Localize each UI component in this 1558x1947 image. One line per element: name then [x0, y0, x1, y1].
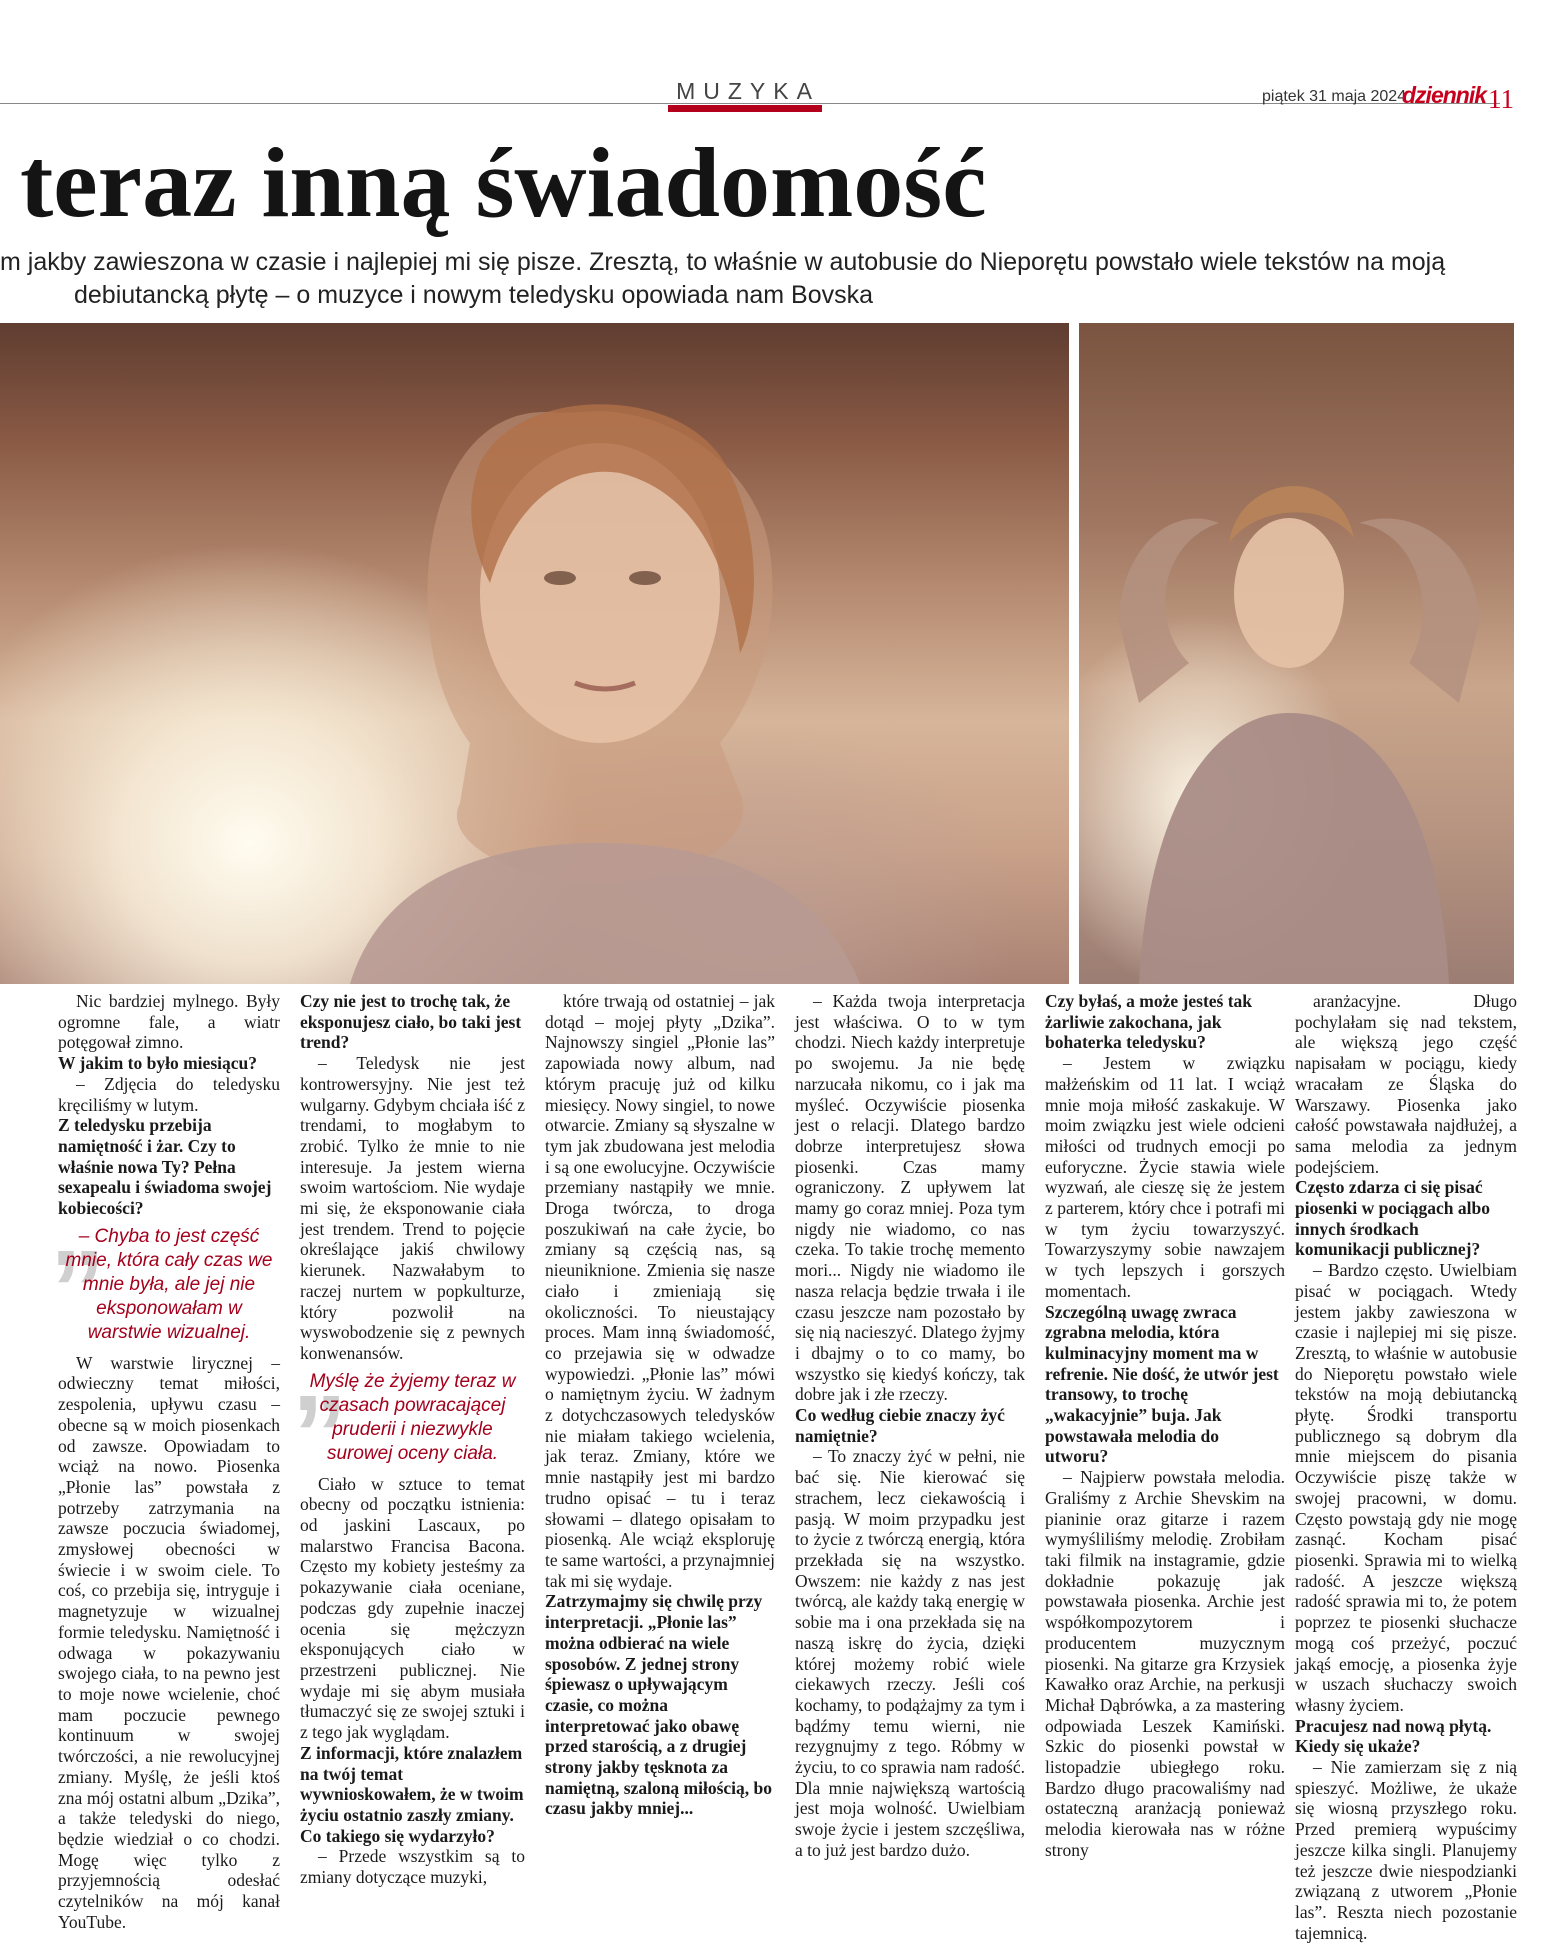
- interview-question: Czy nie jest to trochę tak, że eksponujesz ciało, bo taki jest trend?: [300, 991, 522, 1053]
- lead-line-2: debiutancką płytę – o muzyce i nowym teledysku opowiada nam Bovska: [74, 281, 874, 309]
- interview-answer: W warstwie lirycznej – odwieczny temat miłości, zespolenia, upływu czasu – obecne są w moich piosenkach od zawsze. Opowiadam to wciąż na nowo. Piosenka „Płonie las” powstała z potrzeby zatrzymania na zawsze poczucia świadomej, zmysłowej obecności w świecie i w swoim ciele. To coś, co przebija się, intryguje i magnetyzuje w wizualnej formie teledysku. Namiętność i odwaga w pokazywaniu swojego ciała, to na pewno jest to moje nowe wcielenie, choć mam poczucie pewnego kontinuum w swojej twórczości, a nie rewolucyjnej zmiany. Myślę, że jeśli ktoś zna mój ostatni album „Dzika”, a także teledyski do niego, będzie wiedział o co chodzi. Mogę więc tylko z przyjemnością odesłać czytelników na mój kanał YouTube.: [58, 1352, 280, 1932]
- interview-question: Czy byłaś, a może jesteś tak żarliwie zakochana, jak bohaterka teledysku?: [1045, 991, 1253, 1053]
- article-column-3: [545, 991, 775, 1819]
- interview-question: Z informacji, które znalazłem na twój temat wywnioskowałem, że w twoim życiu ostatnio zaszły zmiany. Co takiego się wydarzyło?: [300, 1742, 524, 1846]
- interview-answer: – Przede wszystkim są to zmiany dotyczące muzyki,: [300, 1846, 525, 1888]
- interview-question: Pracujesz nad nową płytą. Kiedy się ukaże?: [1295, 1715, 1492, 1757]
- article-column-6: [1295, 991, 1517, 1943]
- interview-answer: które trwają od ostatniej – jak dotąd – mojej płyty „Dzika”. Najnowszy singiel „Płonie las” zapowiada nowy album, nad którym pracuję już od kilku miesięcy. Nowy singiel, to nowe otwarcie. Zmiany są słyszalne w tym jak zbudowana jest melodia i są one ewolucyjne. Oczywiście przemiany nastąpiły we mnie. Droga twórcza, to droga poszukiwań na całe życie, bo zmiany są częścią nas, są nieuniknione. Zmienia się nasze ciało i zmieniają się okoliczności. To nieustający proces. Mam inną świadomość, co przejawia się w odwadze wypowiedzi. „Płonie las” mówi o namiętnym życiu. W żadnym z dotychczasowych teledysków nie miałam takiego wcielenia, jak teraz. Zmiany, które we mnie nastąpiły jest mi bardzo trudno opisać – tu i teraz słowami – dlatego opisałam to piosenką. Ale wciąż eksploruję te same wartości, a przynajmniej tak mi się wydaje.: [545, 991, 775, 1591]
- interview-answer: – Najpierw powstała melodia. Graliśmy z Archie Shevskim na pianinie oraz gitarze i razem wymyśliliśmy melodię. Zrobiłam taki filmik na instagramie, gdzie dokładnie pokazuję jak powstawała piosenka. Archie jest współkompozytorem i producentem muzycznym piosenki. Na gitarze gra Krzysiek Kawałko oraz Archie, na perkusji Michał Dąbrówka, a za mastering odpowiada Leszek Kamiński. Szkic do piosenki powstał w listopadzie ubiegłego roku. Bardzo długo pracowaliśmy nad ostateczną aranżacją ponieważ melodia kierowała nas w różne strony: [1045, 1467, 1285, 1860]
- interview-question: Co według ciebie znaczy żyć namiętnie?: [795, 1405, 1005, 1446]
- quote-mark-icon: ”: [50, 1227, 105, 1351]
- portrait-illustration-2: [1079, 323, 1514, 984]
- quote-mark-icon: ”: [292, 1372, 347, 1496]
- interview-answer: – Bardzo często. Uwielbiam pisać w pociągach. Wtedy jestem jakby zawieszona w czasie i najlepiej mi się pisze. Zresztą, to właśnie w autobusie do Nieporętu powstało wiele tekstów na moją debiutancką płytę. Środki transportu publicznego są dobrym dla mnie miejscem do pisania Oczywiście piszę także w swojej pracowni, w domu. Często powstają gdy nie mogę zasnąć. Kocham pisać piosenki. Sprawia mi to wielką radość. A jeszcze większą radość sprawia mi to, że potem poprzez te piosenki słuchacze mogą coś przeżyć, poczuć jakąś emocję, a piosenka żyje w uszach słuchaczy swoich własny życiem.: [1295, 1260, 1517, 1715]
- interview-question: W jakim to było miesiącu?: [58, 1053, 257, 1074]
- article-column-1: [50, 991, 280, 1932]
- headline: teraz inną świadomość: [20, 127, 987, 238]
- article-column-2: [292, 991, 525, 1888]
- interview-answer: – Zdjęcia do teledysku kręciliśmy w lutym.: [58, 1073, 280, 1115]
- interview-answer: – Każda twoja interpretacja jest właściwa. O to w tym chodzi. Niech każdy interpretuje po swojemu. Ja nie będę narzucała nikomu, co i jak ma myśleć. Oczywiście piosenka jest o relacji. Dlatego bardzo dobrze interpretujesz słowa piosenki. Czas mamy ograniczony. Z upływem lat mamy go coraz mniej. Poza tym nigdy nie wiadomo, co nas czeka. To takie trochę memento mori... Nigdy nie wiadomo ile nasza relacja będzie trwała i ile czasu jeszcze nam pozostało by się nią nacieszyć. Dlatego żyjmy i dbajmy o to co mamy, bo wszystko się kiedyś kończy, tak dobre jak i złe rzeczy.: [795, 991, 1025, 1405]
- lead-paragraph: [0, 246, 1500, 312]
- article-column-4: [795, 991, 1025, 1861]
- pull-quote: [292, 1370, 525, 1496]
- portrait-illustration: [0, 323, 1069, 984]
- interview-answer: Ciało w sztuce to temat obecny od początku istnienia: od jaskini Lascaux, po malarstwo Francisa Bacona. Często my kobiety jesteśmy za pokazywanie ciała oceniane, podczas gdy zupełnie inaczej ocenia się mężczyzn eksponujących ciało w przestrzeni publicznej. Nie wydaje mi się abym musiała tłumaczyć się ze swojej sztuki i z tego jak wyglądam.: [300, 1473, 525, 1743]
- main-photo: [0, 323, 1069, 984]
- interview-answer: aranżacyjne. Długo pochylałam się nad tekstem, ale większą jego część napisałam w pociągu, kiedy wracałam ze Śląska do Warszawy. Piosenka jako całość powstawała najdłużej, a sama melodia za jednym podejściem.: [1295, 991, 1517, 1177]
- secondary-photo: [1079, 323, 1514, 984]
- pull-quote-text: – Chyba to jest część mnie, która cały czas we mnie była, ale jej nie eksponowałam w warstwie wizualnej.: [65, 1225, 273, 1343]
- newspaper-logo: dziennik: [1402, 82, 1487, 108]
- interview-answer: – Teledysk nie jest kontrowersyjny. Nie jest też wulgarny. Gdybym chciała iść z trendami, to mogłabym to zrobić. Tylko że mnie to nie interesuje. Ja jestem wierna swoim wartościom. Nie wydaje mi się, że eksponowanie ciała jest trendem. Trend to pojęcie określające jakiś chwilowy kierunek. Nazwałabym to raczej nurtem w popkulturze, który pozwolił na wyswobodzenie się z pewnych konwenansów.: [300, 1053, 525, 1363]
- interview-question: Z teledysku przebija namiętność i żar. Czy to właśnie nowa Ty? Pełna sexapealu i świadoma swojej kobiecości?: [58, 1115, 272, 1219]
- section-underline: [668, 105, 822, 112]
- interview-answer: – Nie zamierzam się z nią spieszyć. Możliwe, że ukaże się wiosną przyszłego roku. Przed premierą wypuścimy jeszcze kilka singli. Planujemy też jeszcze dwie niespodzianki związaną z utworem „Płonie las”. Reszta niech pozostanie tajemnicą.: [1295, 1757, 1517, 1943]
- pull-quote-text: Myślę że żyjemy teraz w czasach powracającej pruderii i niezwykle surowej oceny ciała.: [309, 1370, 516, 1464]
- interview-answer: – Jestem w związku małżeńskim od 11 lat. I wciąż mnie moja miłość zaskakuje. W moim związku jest wiele odcieni miłości od trudnych emocji po euforyczne. Życie stawia wiele wyzwań, ale cieszę się że jestem z parterem, który chce i potrafi mi w tym życiu towarzyszyć. Towarzyszymy sobie nawzajem w tych lepszych i gorszych momentach.: [1045, 1053, 1285, 1301]
- section-label: MUZYKA: [676, 78, 820, 104]
- interview-question: Szczególną uwagę zwraca zgrabna melodia, która kulminacyjny moment ma w refrenie. Nie dość, że utwór jest transowy, to trochę „wakacyjnie” buja. Jak powstawała melodia do utworu?: [1045, 1301, 1279, 1467]
- issue-date: piątek 31 maja 2024: [1262, 88, 1407, 105]
- article-column-5: [1045, 991, 1285, 1861]
- pull-quote: [50, 1225, 280, 1351]
- interview-answer: Nic bardziej mylnego. Były ogromne fale, a wiatr potęgował zimno.: [58, 991, 280, 1053]
- interview-question: Często zdarza ci się pisać piosenki w pociągach albo innych środkach komunikacji publicznej?: [1295, 1177, 1490, 1260]
- page-number: 11: [1488, 84, 1514, 114]
- lead-line-1: m jakby zawieszona w czasie i najlepiej mi się pisze. Zresztą, to właśnie w autobusie do Nieporętu powstało wiele tekstów na moją: [0, 248, 1446, 276]
- interview-answer: – To znaczy żyć w pełni, nie bać się. Nie kierować się strachem, lecz ciekawością i pasją. W moim przypadku jest to życie z twórczą energią, która przekłada się na wszystko. Owszem: nie każdy z nas jest twórcą, ale każdy taką energię w sobie ma i ona przekłada się na naszą iskrę do życia, dzięki której możemy robić wiele ciekawych rzeczy. Jeśli coś kochamy, to podążajmy za tym i bądźmy temu wierni, nie rezygnujmy z tego. Róbmy w życiu, to co sprawia nam radość. Dla mnie największą wartością jest moja wolność. Uwielbiam swoje życie i jestem szczęśliwa, a to już jest bardzo dużo.: [795, 1446, 1025, 1860]
- interview-question: Zatrzymajmy się chwilę przy interpretacji. „Płonie las” można odbierać na wiele sposobów. Z jednej strony śpiewasz o upływającym czasie, co można interpretować jako obawę przed starością, a z drugiej strony jakby tęsknota za namiętną, szaloną miłością, bo czasu jakby mniej...: [545, 1591, 773, 1819]
